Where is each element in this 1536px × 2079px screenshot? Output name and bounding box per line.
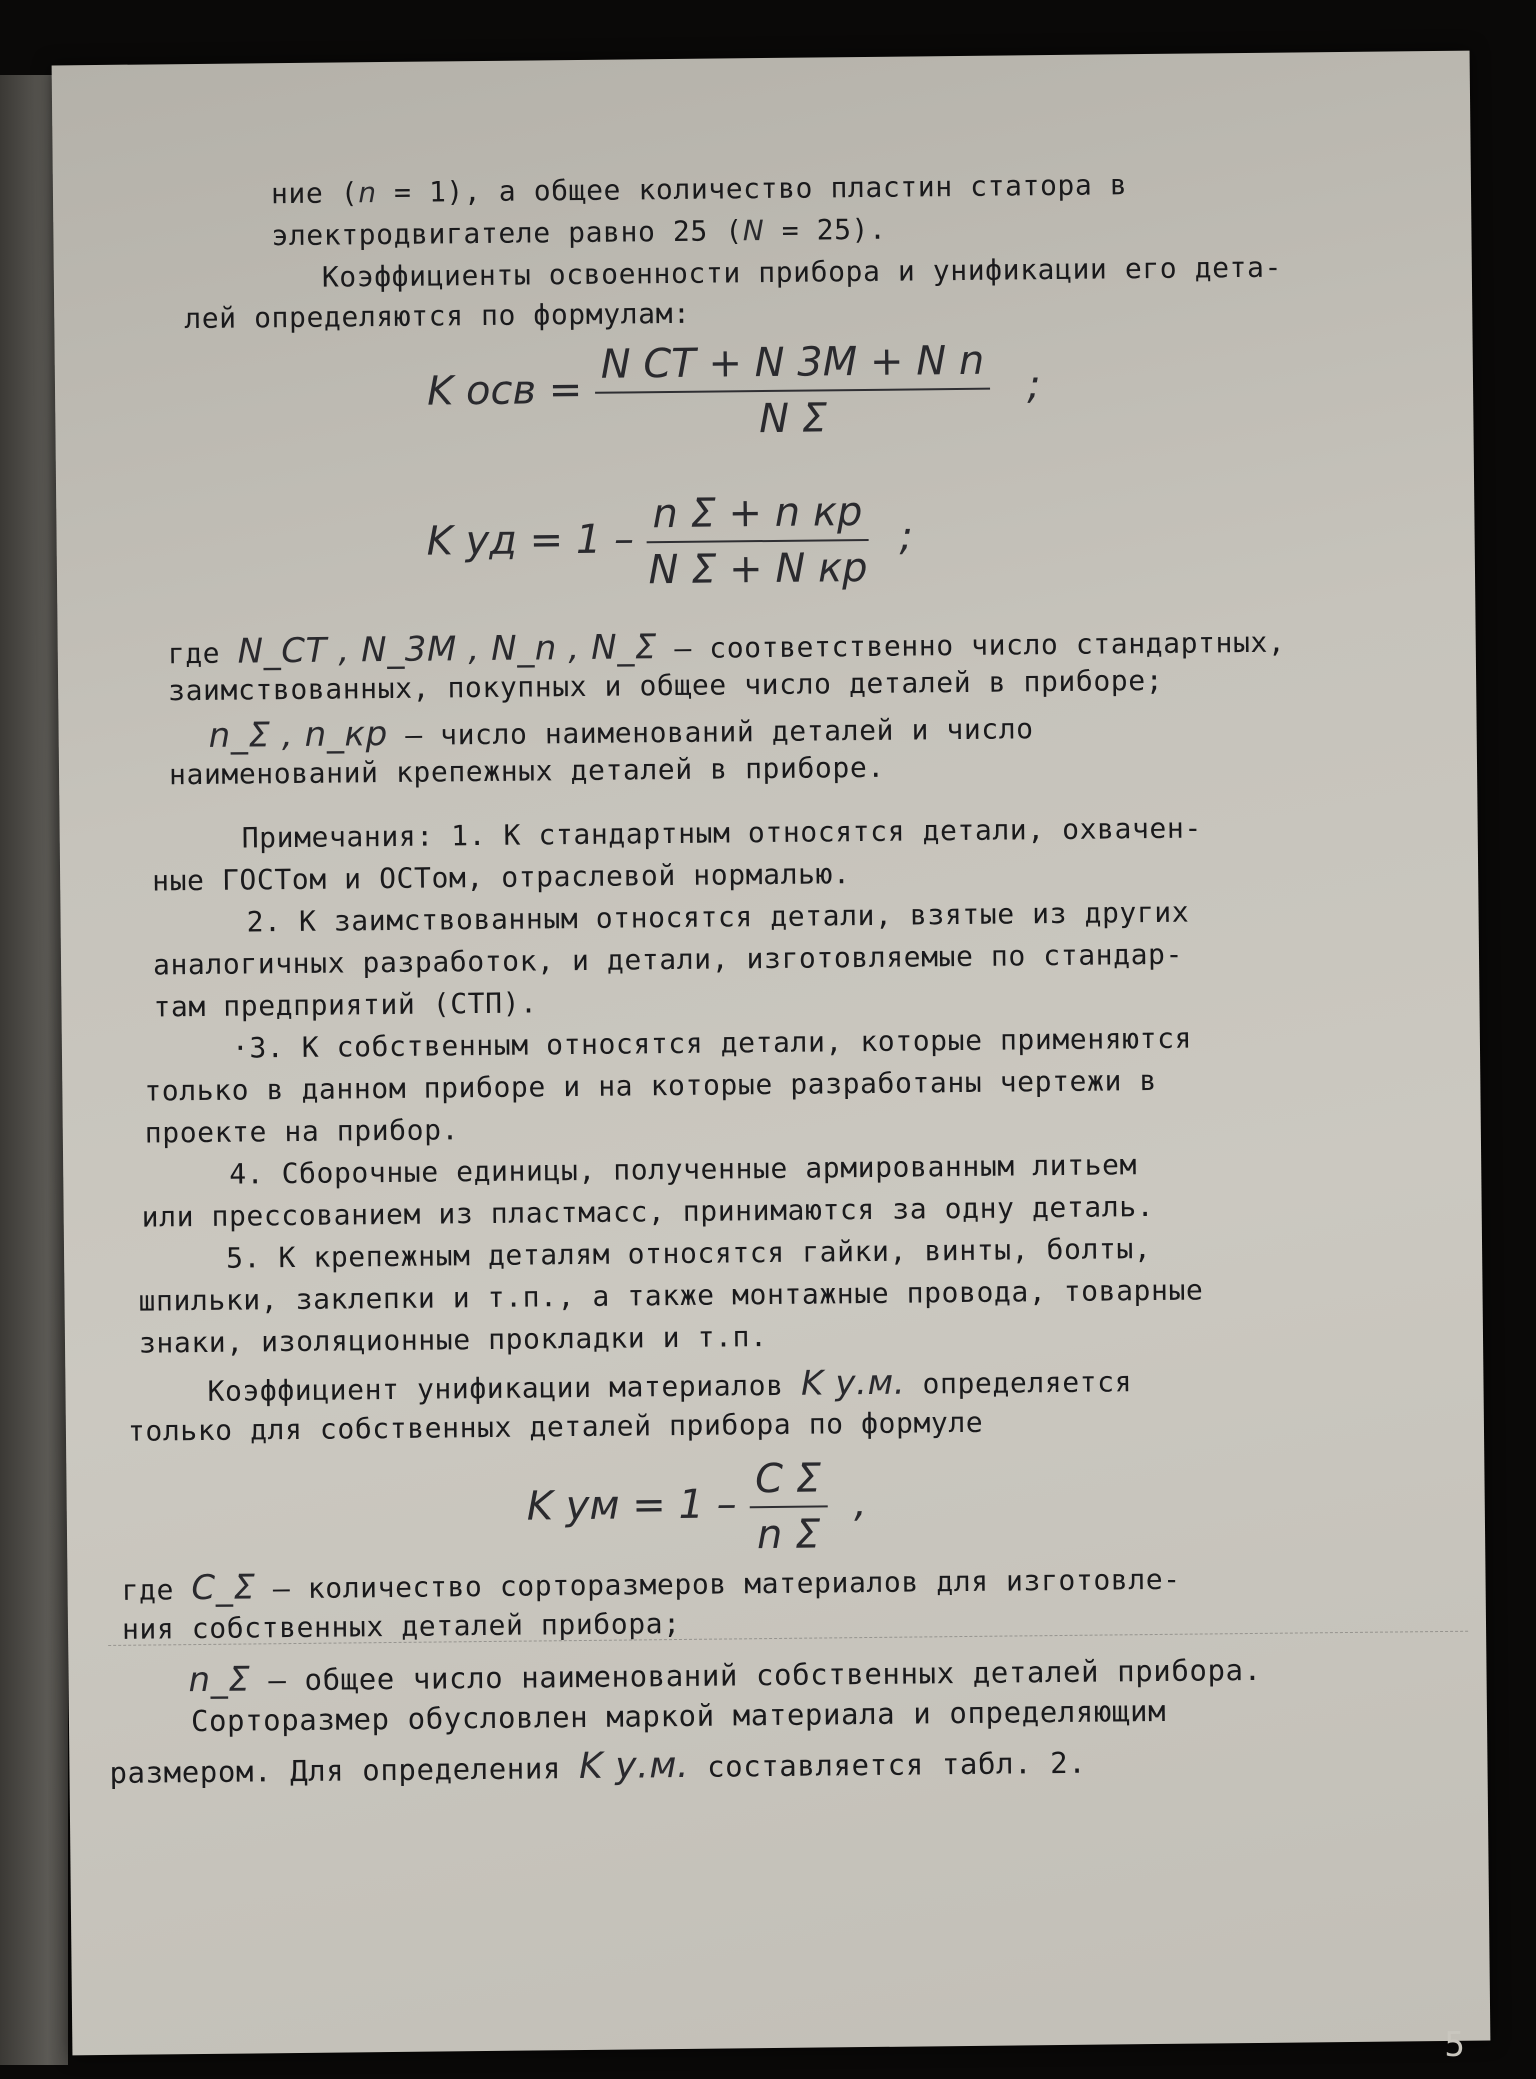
variable-list: n_Σ , n_кр bbox=[208, 713, 388, 756]
text-line: наименований крепежных деталей в приборе. bbox=[168, 750, 885, 792]
text-line: заимствованных, покупных и общее число деталей в приборе; bbox=[168, 663, 1164, 708]
text-fragment: где bbox=[121, 1573, 192, 1607]
text-line: лей определяются по формулам: bbox=[184, 296, 691, 336]
text-fragment: где bbox=[167, 636, 238, 671]
formula-fraction bbox=[646, 489, 869, 593]
variable-n-sigma: n_Σ bbox=[188, 1659, 251, 1701]
text-fragment: ние ( bbox=[270, 176, 359, 211]
text-line bbox=[271, 213, 886, 252]
formula-k-osv bbox=[427, 337, 1042, 445]
book-page bbox=[52, 51, 1491, 2066]
text-line: 2. К заимствованным относятся детали, взятые из других bbox=[246, 895, 1190, 939]
text-fragment: = 1), а общее количество пластин статора в bbox=[376, 168, 1128, 210]
formula-eq: = 1 – bbox=[529, 516, 635, 564]
formula-numerator: N CT + N 3M + N n bbox=[594, 338, 990, 394]
text-line bbox=[188, 1649, 1262, 1700]
text-line: аналогичных разработок, и детали, изготовляемые по стандар- bbox=[152, 937, 1184, 982]
formula-lhs: K уд bbox=[426, 517, 518, 565]
formula-tail: , bbox=[853, 1480, 867, 1527]
variable-list: N_CT , N_3M , N_n , N_Σ bbox=[237, 627, 658, 672]
text-fragment: Коэффициент унификации материалов bbox=[207, 1368, 802, 1408]
formula-fraction bbox=[594, 338, 991, 444]
formula-numerator: n Σ + n кр bbox=[646, 489, 868, 543]
formula-eq: = bbox=[548, 366, 596, 414]
text-fragment: – соответственно число стандартных, bbox=[656, 625, 1286, 666]
variable-k-um: K у.м. bbox=[800, 1362, 906, 1404]
text-line bbox=[121, 1558, 1180, 1609]
text-fragment: – число наименований деталей и число bbox=[387, 712, 1034, 752]
text-line: знаки, изоляционные прокладки и т.п. bbox=[138, 1320, 768, 1360]
text-fragment: – количество сорторазмеров материалов для изготовле- bbox=[255, 1562, 1181, 1606]
formula-denominator: n Σ bbox=[756, 1511, 821, 1559]
variable-N: N bbox=[742, 214, 765, 248]
text-line: или прессованием из пластмасс, принимаются за одну деталь. bbox=[141, 1189, 1155, 1234]
formula-lhs: K ум bbox=[526, 1482, 620, 1530]
text-line: там предприятий (СТП). bbox=[153, 986, 538, 1024]
formula-denominator: N Σ bbox=[758, 395, 828, 443]
text-line bbox=[208, 707, 1033, 756]
text-line: проекте на прибор. bbox=[144, 1113, 460, 1150]
text-line bbox=[271, 168, 1128, 210]
text-line: ·3. К собственным относятся детали, которые применяются bbox=[231, 1021, 1193, 1065]
formula-fraction bbox=[749, 1455, 828, 1558]
text-line: Сорторазмер обусловлен маркой материала и определяющим bbox=[190, 1693, 1167, 1739]
text-fragment: электродвигателе равно 25 ( bbox=[271, 214, 743, 253]
formula-k-um bbox=[526, 1455, 867, 1561]
text-fragment: – общее число наименований собственных деталей прибора. bbox=[250, 1652, 1262, 1698]
variable-c-sigma: C_Σ bbox=[191, 1567, 256, 1609]
formula-tail: ; bbox=[899, 513, 914, 560]
variable-n: n bbox=[358, 176, 377, 210]
formula-eq: = 1 – bbox=[632, 1481, 737, 1529]
text-fragment: размером. Для определения bbox=[109, 1751, 580, 1790]
text-line: Коэффициенты освоенности прибора и унификации его дета- bbox=[321, 250, 1283, 294]
text-line: 5. К крепежным деталям относятся гайки, винты, болты, bbox=[225, 1232, 1152, 1275]
text-fragment: составляется табл. 2. bbox=[688, 1745, 1087, 1784]
formula-lhs: K осв bbox=[426, 367, 537, 415]
formula-tail: ; bbox=[1026, 362, 1041, 409]
text-line: ные ГОСТом и ОСТом, отраслевой нормалью. bbox=[151, 857, 851, 898]
formula-denominator: N Σ + N кр bbox=[648, 544, 868, 594]
text-fragment: определяется bbox=[904, 1365, 1133, 1401]
text-line: только для собственных деталей прибора по формуле bbox=[127, 1405, 984, 1448]
text-line: только в данном приборе и на которые разработаны чертежи в bbox=[144, 1063, 1158, 1108]
page-number: 5 bbox=[1444, 2024, 1466, 2066]
text-line: Примечания: 1. К стандартным относятся детали, охвачен- bbox=[241, 811, 1203, 855]
text-fragment: = 25). bbox=[764, 212, 887, 248]
formula-numerator: C Σ bbox=[749, 1455, 827, 1508]
variable-k-um: K у.м. bbox=[578, 1744, 690, 1788]
formula-k-ud bbox=[426, 488, 913, 595]
text-line: ния собственных деталей прибора; bbox=[121, 1606, 681, 1646]
text-line bbox=[207, 1360, 1132, 1410]
text-line: шпильки, заклепки и т.п., а также монтажные провода, товарные bbox=[138, 1273, 1204, 1318]
text-line: 4. Сборочные единицы, полученные армированным литьем bbox=[229, 1148, 1138, 1191]
text-line bbox=[109, 1741, 1086, 1792]
